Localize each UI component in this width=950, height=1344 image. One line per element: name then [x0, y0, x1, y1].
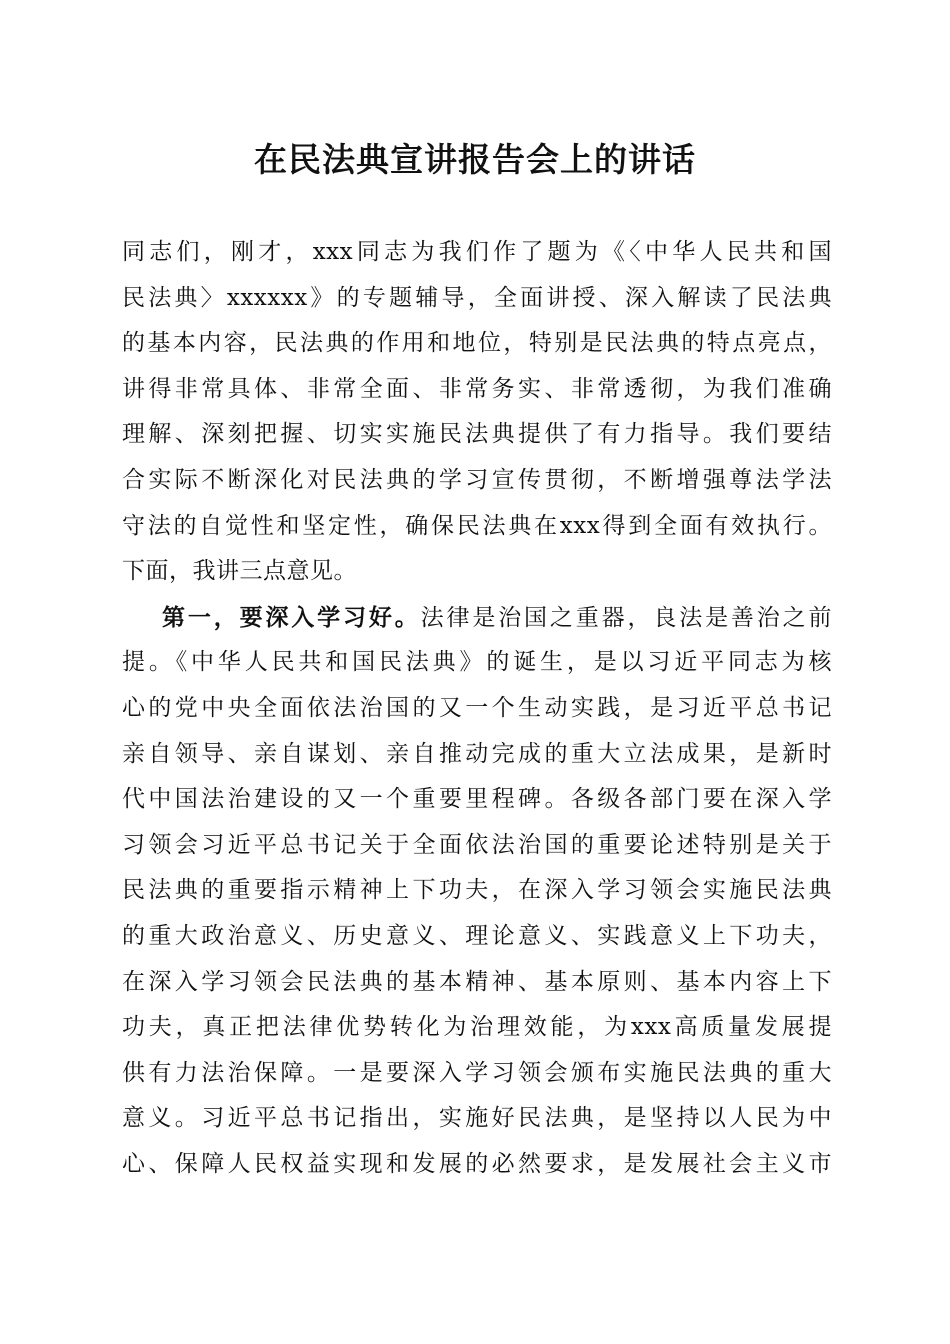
- paragraph-line: 民法典〉xxxxxx》的专题辅导，全面讲授、深入解读了民法典: [122, 284, 832, 311]
- paragraph-line: 功夫，真正把法律优势转化为治理效能，为xxx高质量发展提: [122, 1014, 832, 1041]
- section-heading: 第一，要深入学习好。: [162, 603, 421, 631]
- paragraph-line: 的基本内容，民法典的作用和地位，特别是民法典的特点亮点，: [122, 330, 832, 357]
- paragraph-line: 同志们，刚才，xxx同志为我们作了题为《〈中华人民共和国: [122, 239, 832, 265]
- paragraph-line: 代中国法治建设的又一个重要里程碑。各级各部门要在深入学: [122, 786, 832, 813]
- paragraph-line: 心的党中央全面依法治国的又一个生动实践，是习近平总书记: [122, 694, 832, 721]
- paragraph-line: 意义。习近平总书记指出，实施好民法典，是坚持以人民为中: [122, 1105, 832, 1132]
- page-title: 在民法典宣讲报告会上的讲话: [254, 140, 696, 179]
- paragraph-line: 守法的自觉性和坚定性，确保民法典在xxx得到全面有效执行。: [122, 512, 832, 539]
- paragraph-line: 讲得非常具体、非常全面、非常务实、非常透彻，为我们准确: [122, 375, 832, 402]
- section-first-line-text: 法律是治国之重器，良法是善治之前: [420, 604, 833, 631]
- paragraph-line: 提。《中华人民共和国民法典》的诞生，是以习近平同志为核: [122, 649, 832, 676]
- paragraph-line: 民法典的重要指示精神上下功夫，在深入学习领会实施民法典: [122, 877, 832, 904]
- paragraph-line: 亲自领导、亲自谋划、亲自推动完成的重大立法成果，是新时: [122, 740, 832, 767]
- section-first-line: [122, 595, 832, 641]
- paragraph-line: 供有力法治保障。一是要深入学习领会颁布实施民法典的重大: [122, 1059, 832, 1086]
- paragraph-line: 心、保障人民权益实现和发展的必然要求，是发展社会主义市: [122, 1150, 832, 1177]
- paragraph-line: 下面，我讲三点意见。: [122, 558, 357, 585]
- paragraph-line: 习领会习近平总书记关于全面依法治国的重要论述特别是关于: [122, 831, 832, 858]
- document-body: [122, 230, 832, 1187]
- paragraph-line: 的重大政治意义、历史意义、理论意义、实践意义上下功夫，: [122, 922, 832, 949]
- paragraph-line: 在深入学习领会民法典的基本精神、基本原则、基本内容上下: [122, 968, 832, 995]
- paragraph-line: 合实际不断深化对民法典的学习宣传贯彻，不断增强尊法学法: [122, 466, 832, 493]
- paragraph-line: 理解、深刻把握、切实实施民法典提供了有力指导。我们要结: [122, 421, 832, 448]
